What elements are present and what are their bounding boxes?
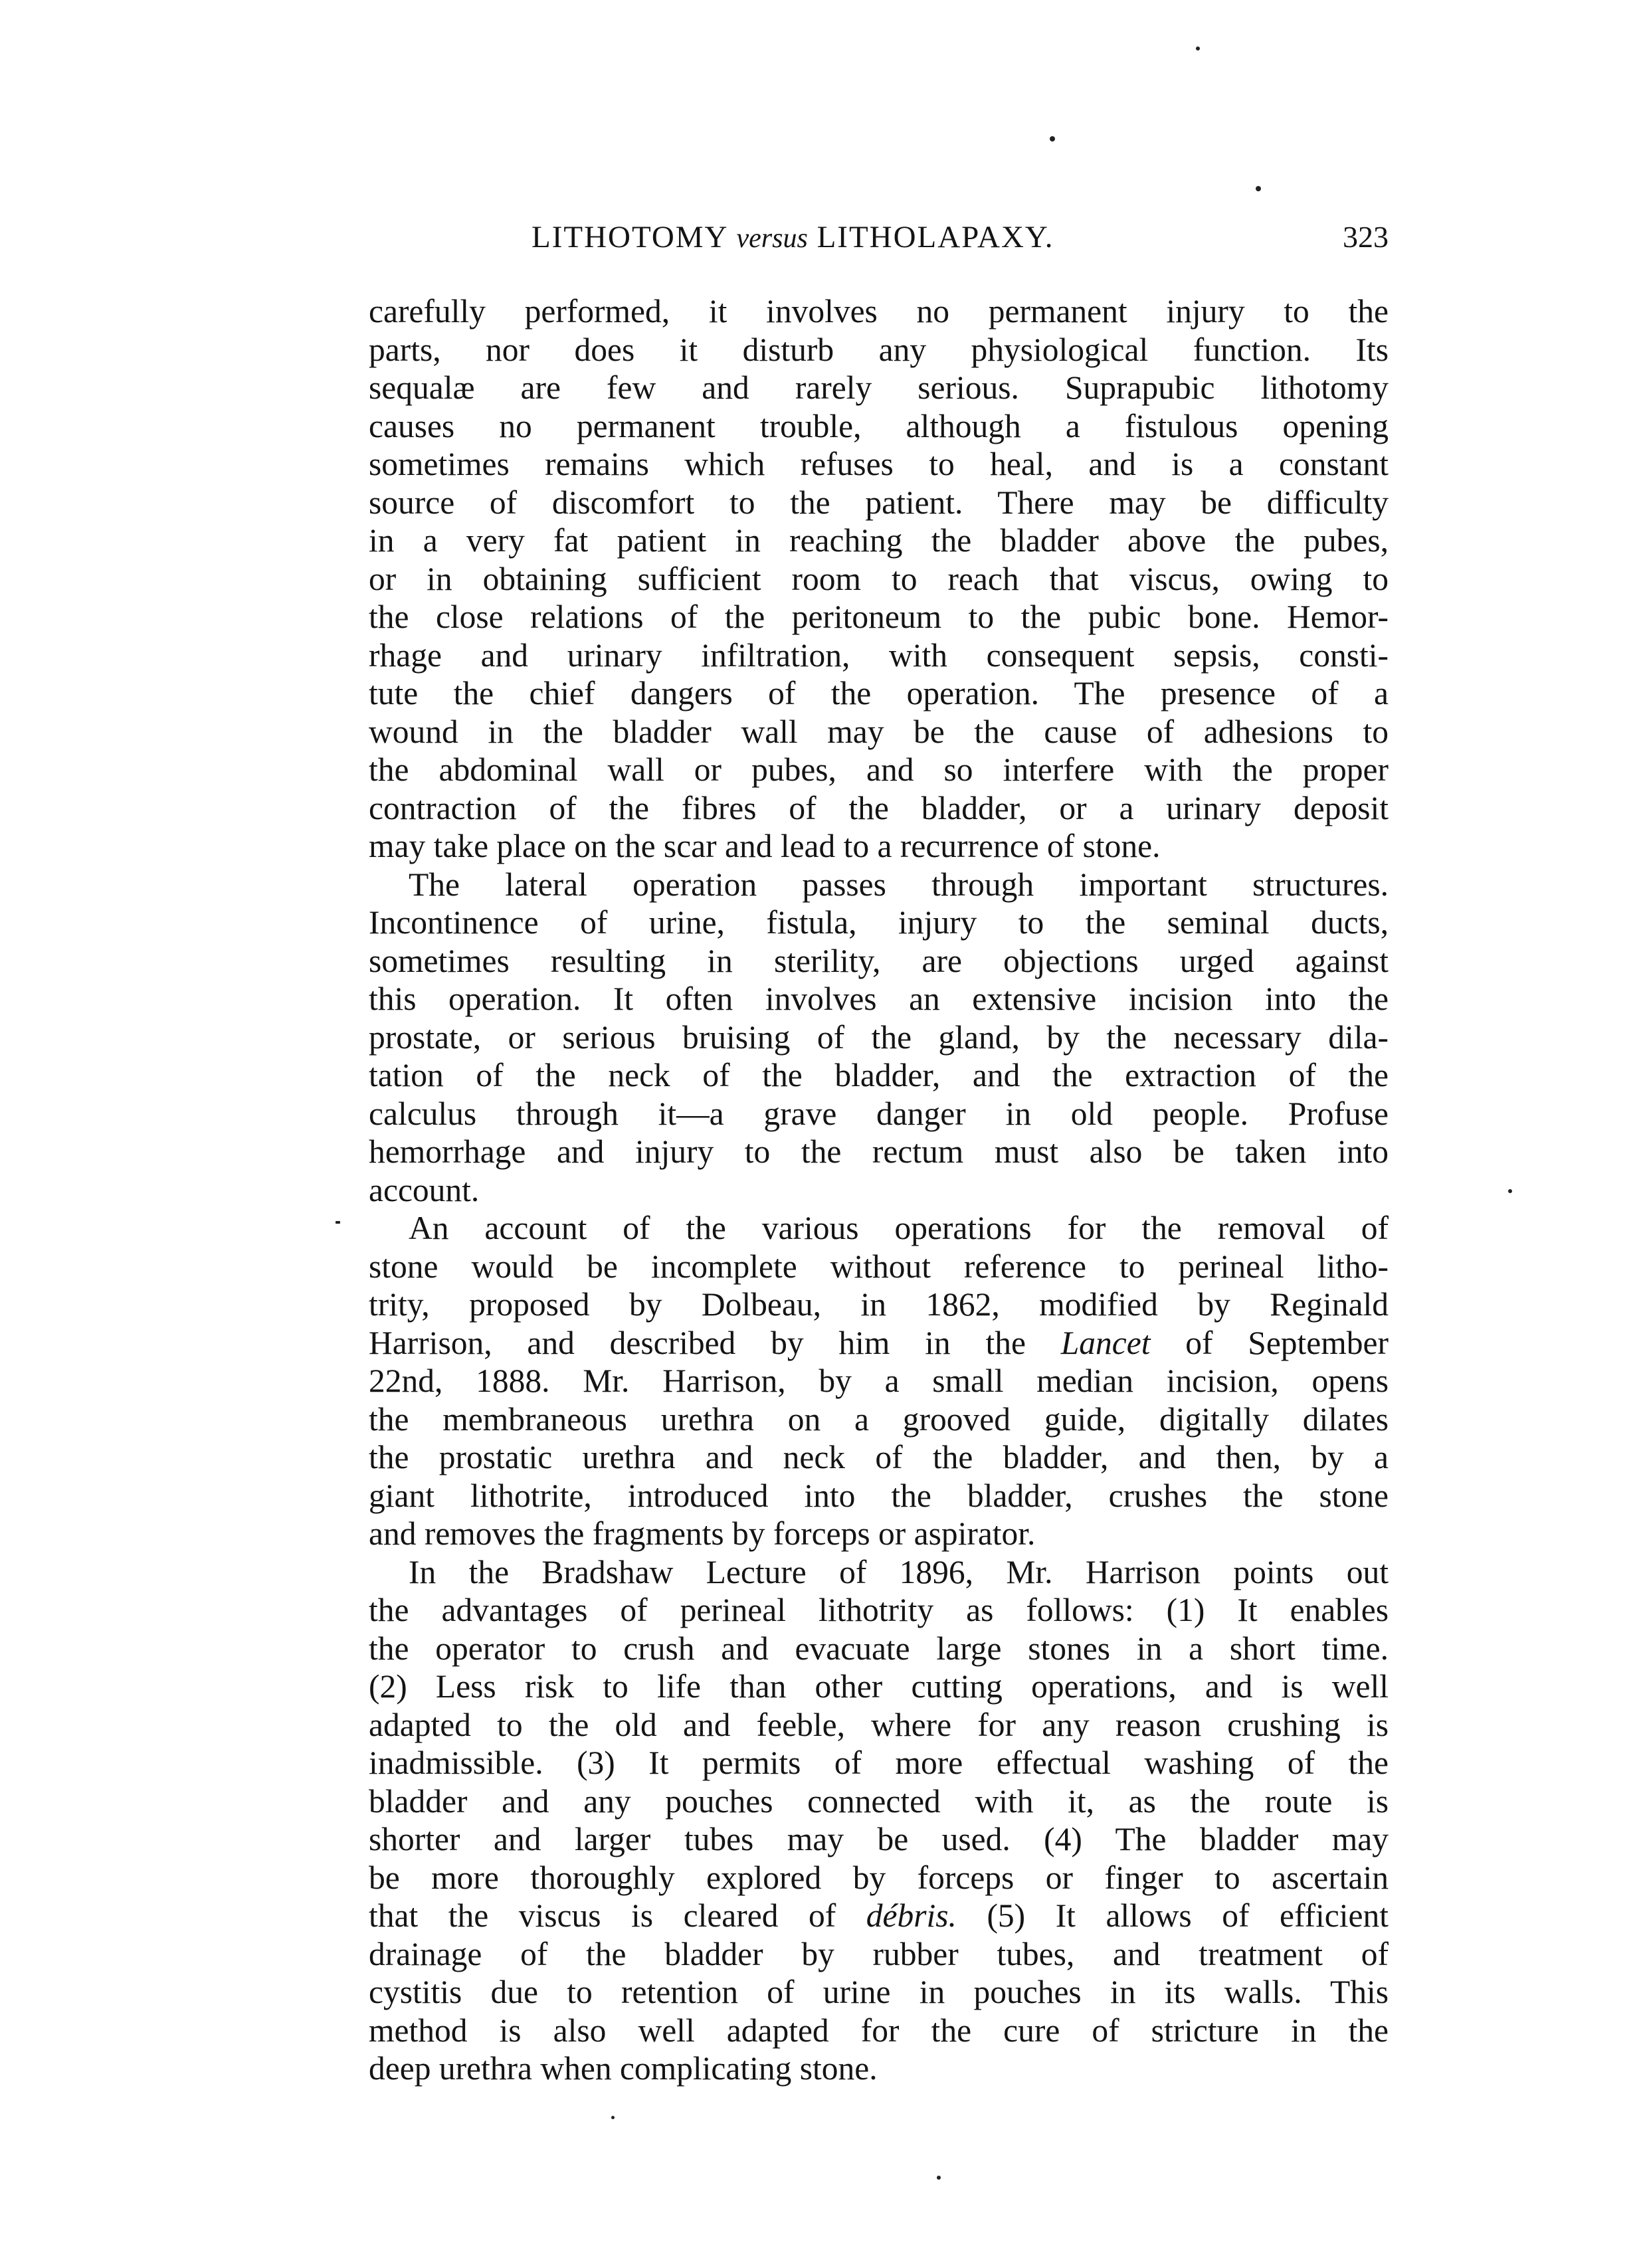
paragraph-start-line: In the Bradshaw Lecture of 1896, Mr. Harrison points out [409,1553,1389,1590]
word-debris: débris. [866,1897,957,1934]
scan-speck [1050,136,1055,142]
scan-speck [336,1221,340,1224]
text-line: the operator to crush and evacuate large stones in a short time. [369,1630,1389,1667]
text-line: in a very fat patient in reaching the bladder above the pubes, [369,522,1389,559]
scan-speck [937,2176,941,2180]
text-line: the close relations of the peritoneum to the pubic bone. Hemor- [369,599,1389,635]
text-line: causes no permanent trouble, although a fistulous opening [369,407,1389,444]
text-line: wound in the bladder wall may be the cause of adhesions to [369,713,1389,750]
text-line: stone would be incomplete without reference to perineal litho- [369,1248,1389,1285]
body-text [369,292,1389,2088]
text-line: Incontinence of urine, fistula, injury to the seminal ducts, [369,904,1389,941]
text-line: calculus through it—a grave danger in old people. Profuse [369,1095,1389,1132]
text-line: giant lithotrite, introduced into the bladder, crushes the stone [369,1477,1389,1514]
paragraph-start-line: An account of the various operations for the removal of [409,1210,1389,1246]
page-header [369,219,1389,266]
text-line: rhage and urinary infiltration, with consequent sepsis, consti- [369,636,1389,674]
text-line: trity, proposed by Dolbeau, in 1862, modified by Reginald [369,1286,1389,1323]
running-title-versus: versus [736,223,808,254]
text-line: contraction of the fibres of the bladder, or a urinary deposit [369,789,1389,826]
running-title: LITHOTOMY versus LITHOLAPAXY. [532,220,1054,254]
scan-speck [1508,1189,1512,1193]
text-line: method is also well adapted for the cure of stricture in the [369,2012,1389,2049]
text-line: inadmissible. (3) It permits of more effectual washing of the [369,1745,1389,1781]
text-line: bladder and any pouches connected with it, as the route is [369,1782,1389,1820]
text-line: tation of the neck of the bladder, and the extraction of the [369,1057,1389,1093]
text-line: shorter and larger tubes may be used. (4) The bladder may [369,1821,1389,1857]
journal-title-lancet: Lancet [1060,1324,1151,1361]
scan-speck [1256,186,1261,191]
text-line: tute the chief dangers of the operation. The presence of a [369,675,1389,711]
text-line: drainage of the bladder by rubber tubes, and treatment of [369,1935,1389,1972]
text-line: this operation. It often involves an extensive incision into the [369,981,1389,1017]
text-line: prostate, or serious bruising of the gland, by the necessary dila- [369,1018,1389,1056]
text-line: the membraneous urethra on a grooved guide, digitally dilates [369,1400,1389,1438]
text-line: account. [369,1171,480,1208]
text-line: the prostatic urethra and neck of the bladder, and then, by a [369,1439,1389,1475]
text-line: (2) Less risk to life than other cutting operations, and is well [369,1668,1389,1705]
text-line: source of discomfort to the patient. There may be difficulty [369,484,1389,521]
text-line: adapted to the old and feeble, where for any reason crushing is [369,1706,1389,1743]
text-line: sometimes resulting in sterility, are objections urged against [369,942,1389,979]
text-line: 22nd, 1888. Mr. Harrison, by a small median incision, opens [369,1363,1389,1399]
text-line: hemorrhage and injury to the rectum must also be taken into [369,1133,1389,1170]
text-line: be more thoroughly explored by forceps or finger to ascertain [369,1859,1389,1896]
page-number: 323 [1343,220,1389,254]
text-line: and removes the fragments by forceps or aspirator. [369,1515,1036,1552]
text-line: cystitis due to retention of urine in pouches in its walls. This [369,1974,1389,2010]
scan-speck [1196,47,1200,50]
text-line: may take place on the scar and lead to a recurrence of stone. [369,828,1161,864]
text-line: or in obtaining sufficient room to reach that viscus, owing to [369,560,1389,597]
text-line: that the viscus is cleared of débris. (5) It allows of efficient [369,1897,1389,1934]
text-line: sometimes remains which refuses to heal, and is a constant [369,446,1389,482]
text-line: deep urethra when complicating stone. [369,2050,878,2087]
text-line: Harrison, and described by him in the Lancet of September [369,1324,1389,1361]
text-line: the advantages of perineal lithotrity as follows: (1) It enables [369,1592,1389,1628]
text-line: parts, nor does it disturb any physiological function. Its [369,331,1389,368]
paragraph-start-line: The lateral operation passes through important structures. [409,866,1389,903]
scan-speck [611,2116,615,2119]
text-line: sequalæ are few and rarely serious. Suprapubic lithotomy [369,369,1389,406]
text-line: the abdominal wall or pubes, and so interfere with the proper [369,751,1389,788]
text-line: carefully performed, it involves no permanent injury to the [369,293,1389,330]
